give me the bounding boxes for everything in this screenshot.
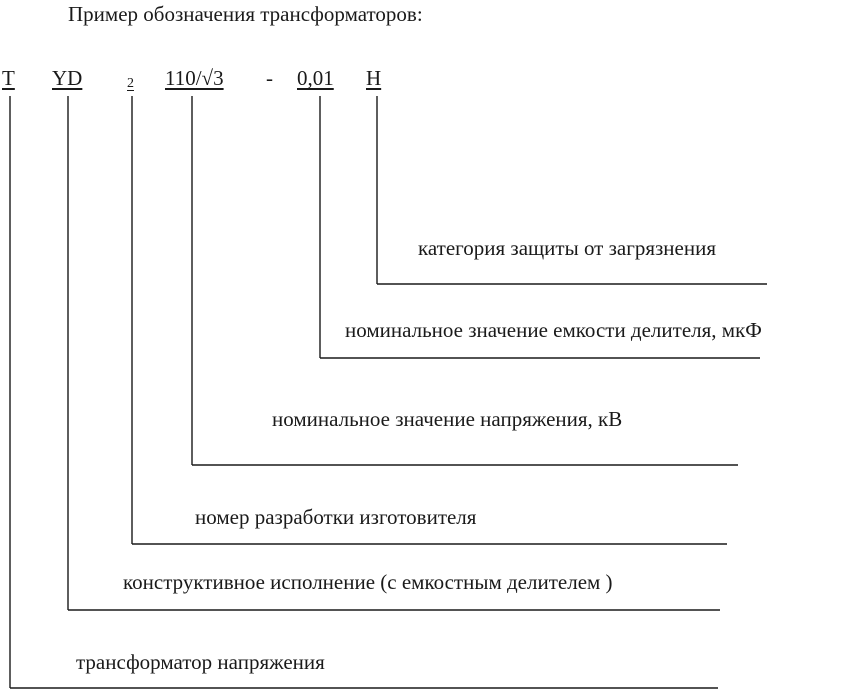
code-category: Н	[366, 66, 382, 90]
label-design: конструктивное исполнение (с емкостным делителем )	[123, 570, 613, 594]
code-development-number: 2	[127, 76, 134, 91]
label-transformer: трансформатор напряжения	[76, 650, 325, 674]
code-voltage: 110/√3	[165, 66, 224, 90]
label-capacity: номинальное значение емкости делителя, мкФ	[345, 318, 762, 342]
label-development: номер разработки изготовителя	[195, 505, 477, 529]
diagram-title: Пример обозначения трансформаторов:	[68, 2, 423, 26]
label-voltage: номинальное значение напряжения, кВ	[272, 407, 623, 431]
code-dash: -	[266, 66, 273, 90]
code-t: Т	[2, 66, 15, 90]
label-category: категория защиты от загрязнения	[418, 236, 716, 260]
code-yd: YD	[52, 66, 83, 90]
code-capacity: 0,01	[297, 66, 334, 90]
